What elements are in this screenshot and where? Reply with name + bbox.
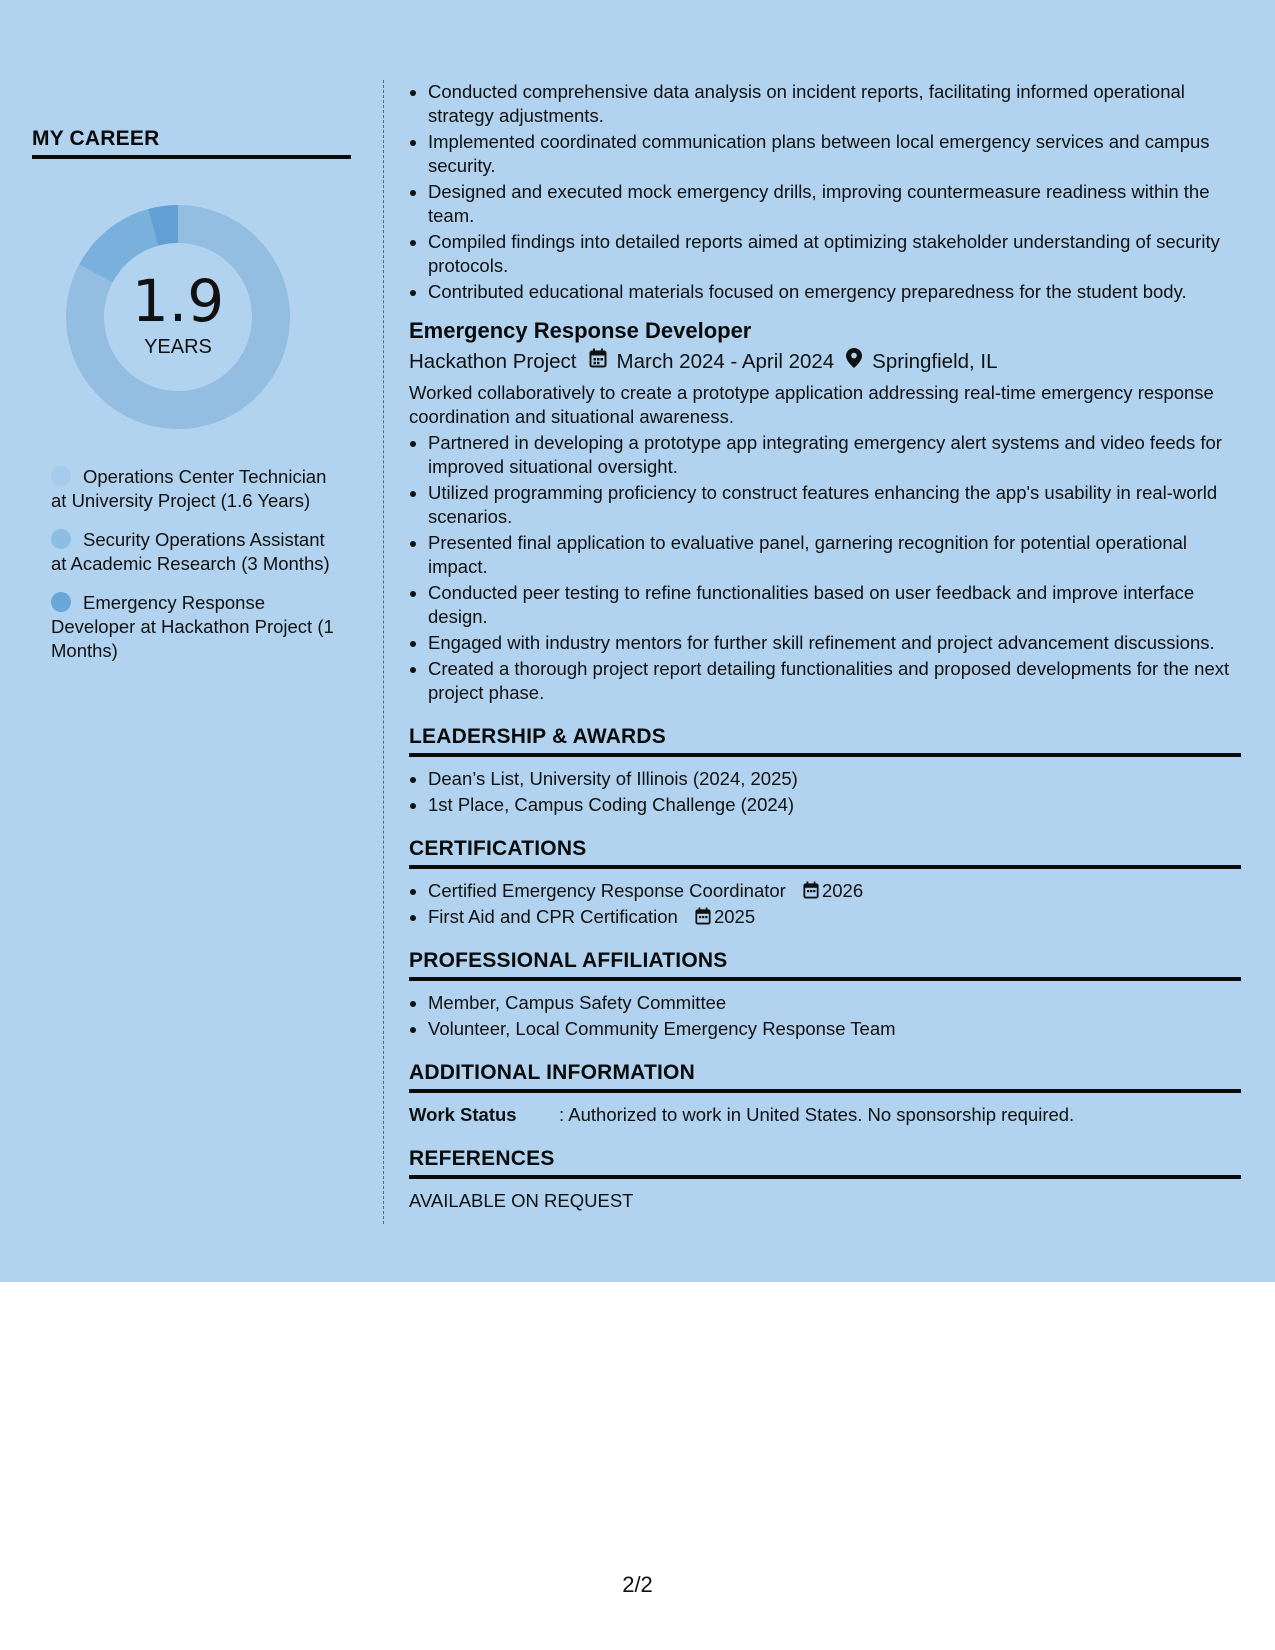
award-item: • Dean’s List, University of Illinois (2024, 2025) — [428, 767, 1241, 791]
affiliations-list — [409, 991, 1241, 1041]
certifications-list — [409, 879, 1241, 929]
certification-year: 2025 — [713, 906, 756, 927]
bullet-item: • Contributed educational materials focused on emergency preparedness for the student body. — [428, 280, 1241, 304]
calendar-icon — [695, 907, 711, 925]
certification-name: First Aid and CPR Certification — [428, 906, 678, 927]
donut-center — [66, 205, 290, 429]
legend-dot-icon — [51, 466, 71, 486]
certification-item — [428, 879, 1241, 903]
legend-dot-icon — [51, 529, 71, 549]
bullet-item: • Designed and executed mock emergency drills, improving countermeasure readiness within the team. — [428, 180, 1241, 228]
job-summary: Worked collaboratively to create a prototype application addressing real-time emergency response coordination and situational awareness. — [409, 382, 1214, 427]
job-meta — [409, 348, 1241, 376]
leadership-list — [409, 767, 1241, 817]
job-title: Emergency Response Developer — [409, 318, 752, 343]
certification-item — [428, 905, 1241, 929]
affiliation-item: • Volunteer, Local Community Emergency Response Team — [428, 1017, 1241, 1041]
career-legend — [51, 465, 341, 678]
legend-item — [51, 591, 341, 663]
bullet-item: • Implemented coordinated communication plans between local emergency services and campus security. — [428, 130, 1241, 178]
certification-year: 2026 — [821, 880, 864, 901]
career-total-value: 1.9 — [131, 266, 225, 335]
calendar-icon — [803, 881, 819, 899]
career-heading: MY CAREER — [32, 127, 351, 159]
certification-date — [803, 880, 863, 901]
affiliation-item: • Member, Campus Safety Committee — [428, 991, 1241, 1015]
bullet-item: • Presented final application to evaluative panel, garnering recognition for potential operational impact. — [428, 531, 1241, 579]
bullet-item: • Utilized programming proficiency to construct features enhancing the app's usability in real-world scenarios. — [428, 481, 1241, 529]
legend-item — [51, 528, 341, 576]
award-item: • 1st Place, Campus Coding Challenge (2024) — [428, 793, 1241, 817]
certifications-heading: CERTIFICATIONS — [409, 837, 1241, 869]
career-total-unit: YEARS — [144, 335, 212, 358]
bullet-item: • Compiled findings into detailed reports aimed at optimizing stakeholder understanding of security protocols. — [428, 230, 1241, 278]
legend-item — [51, 465, 341, 513]
job-bullets — [409, 431, 1241, 705]
legend-label: Emergency Response Developer at Hackathon Project (1 Months) — [51, 592, 334, 661]
previous-job-bullets — [409, 80, 1241, 304]
calendar-icon — [589, 348, 607, 376]
job-company: Hackathon Project — [409, 350, 577, 373]
legend-dot-icon — [51, 592, 71, 612]
legend-label: Security Operations Assistant at Academic Research (3 Months) — [51, 529, 330, 574]
work-status-label: Work Status — [409, 1104, 517, 1125]
work-status-row — [409, 1103, 1241, 1127]
bullet-item: • Conducted comprehensive data analysis on incident reports, facilitating informed operational strategy adjustments. — [428, 80, 1241, 128]
leadership-heading: LEADERSHIP & AWARDS — [409, 725, 1241, 757]
references-text: AVAILABLE ON REQUEST — [409, 1190, 634, 1211]
right-column — [409, 80, 1241, 1213]
certification-name: Certified Emergency Response Coordinator — [428, 880, 786, 901]
bullet-item: • Created a thorough project report detailing functionalities and proposed developments for the next project phase. — [428, 657, 1241, 705]
page-number: 2/2 — [622, 1572, 653, 1597]
job-dates: March 2024 - April 2024 — [616, 350, 835, 373]
work-status-value: : Authorized to work in United States. No sponsorship required. — [559, 1104, 1075, 1125]
references-heading: REFERENCES — [409, 1147, 1241, 1179]
bullet-item: • Engaged with industry mentors for further skill refinement and project advancement discussions. — [428, 631, 1241, 655]
career-donut-chart — [66, 205, 290, 429]
legend-label: Operations Center Technician at University Project (1.6 Years) — [51, 466, 327, 511]
location-pin-icon — [846, 348, 862, 376]
additional-info-heading: ADDITIONAL INFORMATION — [409, 1061, 1241, 1093]
bullet-item: • Partnered in developing a prototype app integrating emergency alert systems and video feeds for improved situational oversight. — [428, 431, 1241, 479]
job-location: Springfield, IL — [872, 350, 998, 373]
column-divider — [383, 80, 384, 1224]
certification-date — [695, 906, 755, 927]
bullet-item: • Conducted peer testing to refine functionalities based on user feedback and improve interface design. — [428, 581, 1241, 629]
affiliations-heading: PROFESSIONAL AFFILIATIONS — [409, 949, 1241, 981]
